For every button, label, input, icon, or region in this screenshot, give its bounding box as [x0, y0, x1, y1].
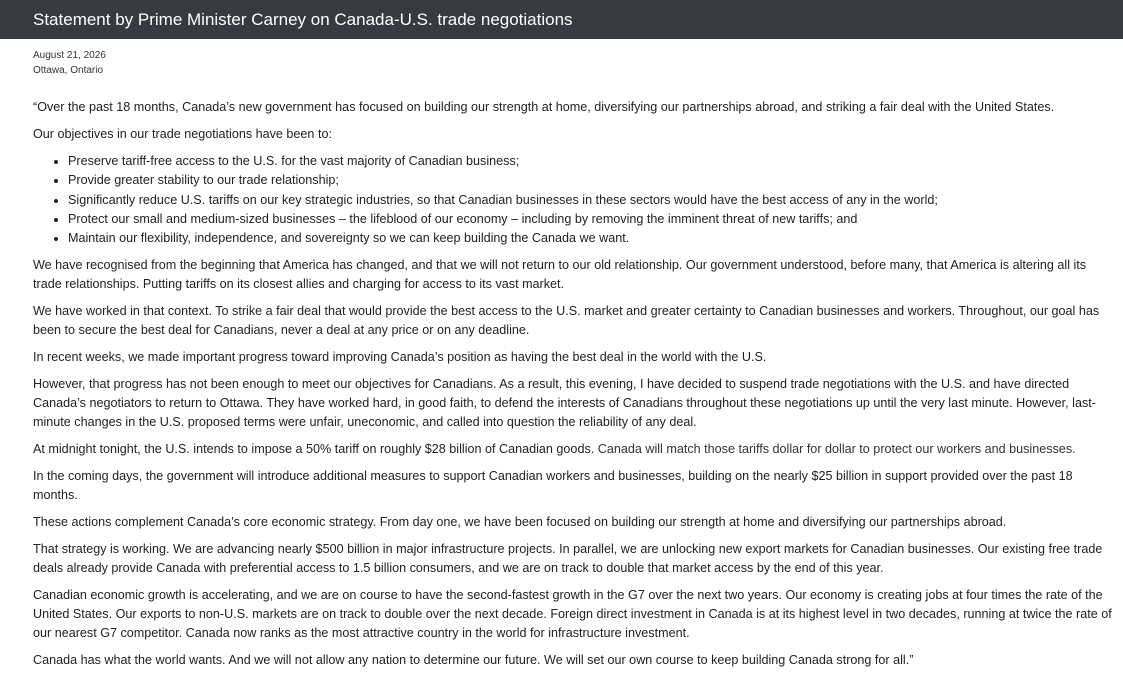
paragraph-3: We have recognised from the beginning that America has changed, and that we will not return to our old relationship. Our government understood, before many, that America is altering all its trade relationships. Putting tariffs on its closest allies and charging for access to its vast market. — [33, 258, 1087, 292]
paragraph-2: Our objectives in our trade negotiations have been to: — [33, 127, 332, 141]
paragraph-5: In recent weeks, we made important progress toward improving Canada’s position as having the best deal in the world with the U.S. — [33, 350, 767, 365]
paragraph-7-highlight: Canada will match those tariffs dollar for dollar to protect our workers and businesses. — [597, 442, 1076, 457]
page-title: Statement by Prime Minister Carney on Canada-U.S. trade negotiations — [33, 9, 573, 29]
statement-date: August 21, 2026 — [33, 50, 106, 61]
paragraph-7-text: At midnight tonight, the U.S. intends to impose a 50% tariff on roughly $28 billion of Canadian goods. — [33, 442, 598, 457]
statement-meta — [33, 48, 1113, 78]
paragraph-1: “Over the past 18 months, Canada’s new government has focused on building our strength at home, diversifying our partnerships abroad, and striking a fair deal with the United States. — [33, 100, 1055, 114]
objective-item: • Provide greater stability to our trade relationship; — [68, 171, 1113, 190]
objective-item: • Maintain our flexibility, independence, and sovereignty so we can keep building the Canada we want. — [68, 229, 1113, 248]
paragraph-6: However, that progress has not been enough to meet our objectives for Canadians. As a result, this evening, I have decided to suspend trade negotiations with the U.S. and have directed Canada’s negotiators to return to Ottawa. They have worked hard, in good faith, to defend the interests of Canadians throughout these negotiations up until the very last minute. However, last-minute changes in the U.S. proposed terms were unfair, uneconomic, and called into question the reliability of any deal. — [33, 377, 1096, 430]
objectives-list — [33, 152, 1113, 248]
objective-item: • Significantly reduce U.S. tariffs on our key strategic industries, so that Canadian businesses in these sectors would have the best access of any in the world; — [68, 191, 1113, 210]
paragraph-8: In the coming days, the government will introduce additional measures to support Canadian workers and businesses, building on the nearly $25 billion in support provided over the past 18 months. — [33, 469, 1073, 503]
paragraph-11: Canadian economic growth is accelerating, and we are on course to have the second-fastest growth in the G7 over the next two years. Our economy is creating jobs at four times the rate of the United States. Our exports to non-U.S. markets are on track to double over the next decade. Foreign direct investment in Canada is at its highest level in two decades, running at twice the rate of our nearest G7 competitor. Canada now ranks as the most attractive country in the world for infrastructure investment. — [33, 588, 1112, 641]
page-header — [0, 0, 1123, 39]
paragraph-4: We have worked in that context. To strike a fair deal that would provide the best access to the U.S. market and greater certainty to Canadian businesses and workers. Throughout, our goal has been to secure the best deal for Canadians, never a deal at any price or on any deadline. — [33, 304, 1100, 338]
objective-item: • Preserve tariff-free access to the U.S. for the vast majority of Canadian business; — [68, 152, 1113, 171]
article-content — [0, 39, 1113, 670]
paragraph-12: Canada has what the world wants. And we will not allow any nation to determine our future. We will set our own course to keep building Canada strong for all.” — [33, 653, 914, 668]
paragraph-9: These actions complement Canada’s core economic strategy. From day one, we have been focused on building our strength at home and diversifying our partnerships abroad. — [33, 515, 1007, 530]
paragraph-10: That strategy is working. We are advancing nearly $500 billion in major infrastructure projects. In parallel, we are unlocking new export markets for Canadian businesses. Our existing free trade deals already provide Canada with preferential access to 1.5 billion consumers, and we are on track to double that market access by the end of this year. — [33, 542, 1103, 576]
statement-body — [33, 98, 1113, 670]
objective-item: • Protect our small and medium-sized businesses – the lifeblood of our economy – including by removing the imminent threat of new tariffs; and — [68, 210, 1113, 229]
statement-location: Ottawa, Ontario — [33, 65, 104, 76]
paragraph-7 — [33, 440, 1113, 459]
